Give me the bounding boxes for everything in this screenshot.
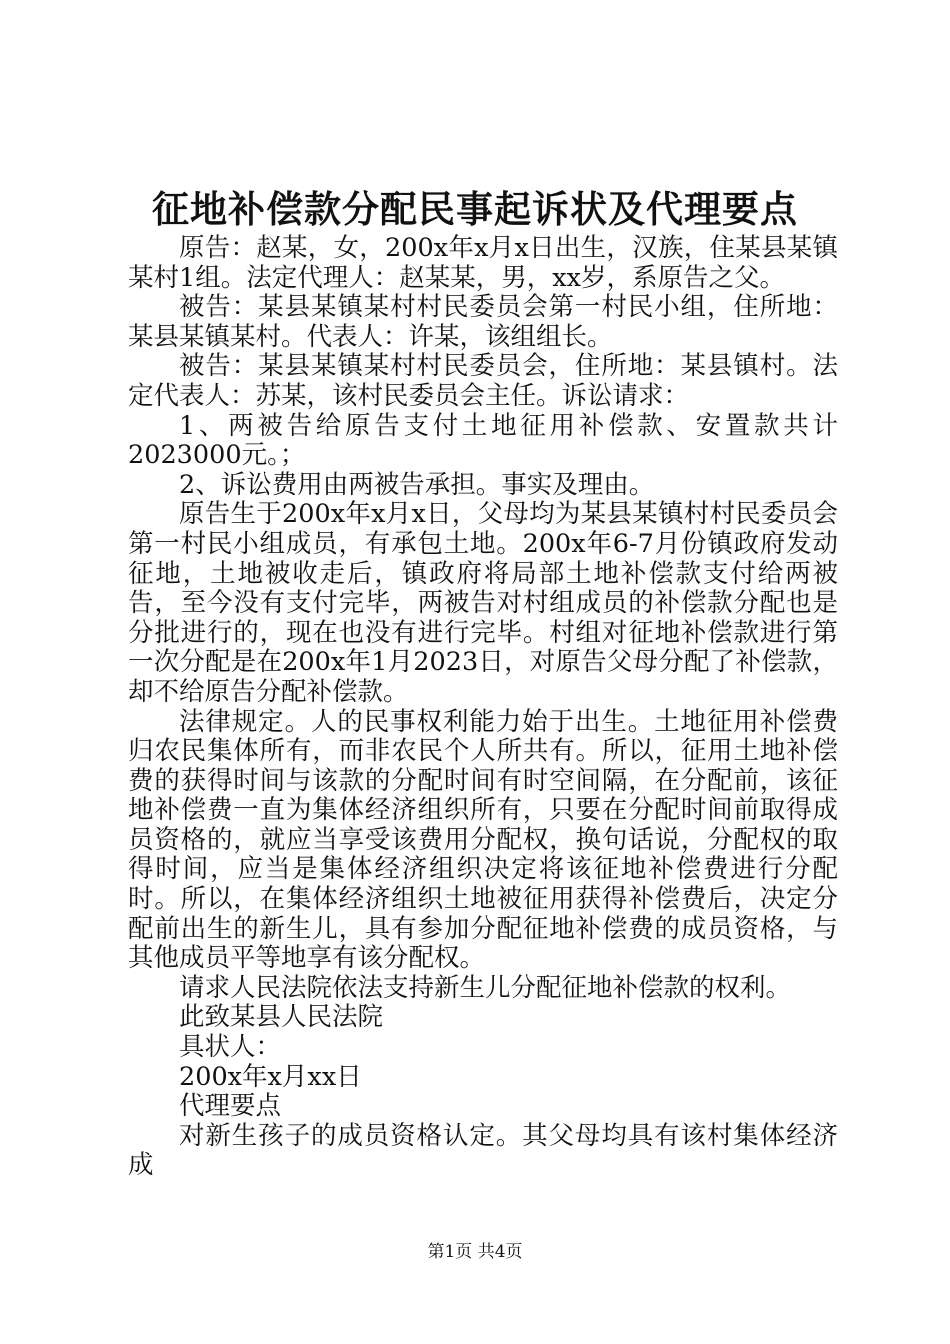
paragraph-section-heading: 代理要点 bbox=[179, 1091, 282, 1122]
document-title: 征地补偿款分配民事起诉状及代理要点 bbox=[152, 187, 798, 231]
paragraph-plaintiff: 原告：赵某，女，200x年x月x日出生，汉族，住某县某镇某村1组。法定代理人：赵某某，男，xx岁，系原告之父。 bbox=[128, 233, 838, 293]
paragraph-facts: 原告生于200x年x月x日，父母均为某县某镇村村民委员会第一村民小组成员，有承包土地。200x年6-7月份镇政府发动征地，土地被收走后，镇政府将局部土地补偿款支付给两被告，至今没有支付完毕，两被告对村组成员的补偿款分配也是分批进行的，现在也没有进行完毕。村组对征地补偿款进行第一次分配是在200x年1月2023日，对原告父母分配了补偿款，却不给原告分配补偿款。 bbox=[128, 499, 838, 707]
paragraph-claim-2: 2、诉讼费用由两被告承担。事实及理由。 bbox=[179, 469, 655, 500]
paragraph-legal-basis: 法律规定。人的民事权利能力始于出生。土地征用补偿费归农民集体所有，而非农民个人所共有。所以，征用土地补偿费的获得时间与该款的分配时间有时空间隔，在分配前，该征地补偿费一直为集体经济组织所有，只要在分配时间前取得成员资格的，就应当享受该费用分配权，换句话说，分配权的取得时间，应当是集体经济组织决定将该征地补偿费进行分配时。所以，在集体经济组织土地被征用获得补偿费后，决定分配前出生的新生儿，具有参加分配征地补偿费的成员资格，与其他成员平等地享有该分配权。 bbox=[128, 706, 838, 974]
paragraph-signer: 具状人： bbox=[179, 1032, 282, 1063]
paragraph-request: 请求人民法院依法支持新生儿分配征地补偿款的权利。 bbox=[179, 972, 792, 1003]
page-footer: 第1页 共4页 bbox=[427, 1242, 523, 1262]
paragraph-membership: 对新生孩子的成员资格认定。其父母均具有该村集体经济成 bbox=[128, 1120, 838, 1181]
paragraph-defendant-group: 被告：某县某镇某村村民委员会第一村民小组，住所地：某县某镇某村。代表人：许某，该组组长。 bbox=[128, 292, 838, 352]
paragraph-defendant-committee: 被告：某县某镇某村村民委员会，住所地：某县镇村。法定代表人：苏某，该村民委员会主任。诉讼请求： bbox=[128, 351, 838, 411]
paragraph-claim-1: 1、两被告给原告支付土地征用补偿款、安置款共计2023000元。； bbox=[128, 410, 838, 471]
paragraph-addressee: 此致某县人民法院 bbox=[179, 1002, 384, 1033]
document-body bbox=[128, 234, 838, 1181]
paragraph-date: 200x年x月xx日 bbox=[179, 1061, 362, 1092]
